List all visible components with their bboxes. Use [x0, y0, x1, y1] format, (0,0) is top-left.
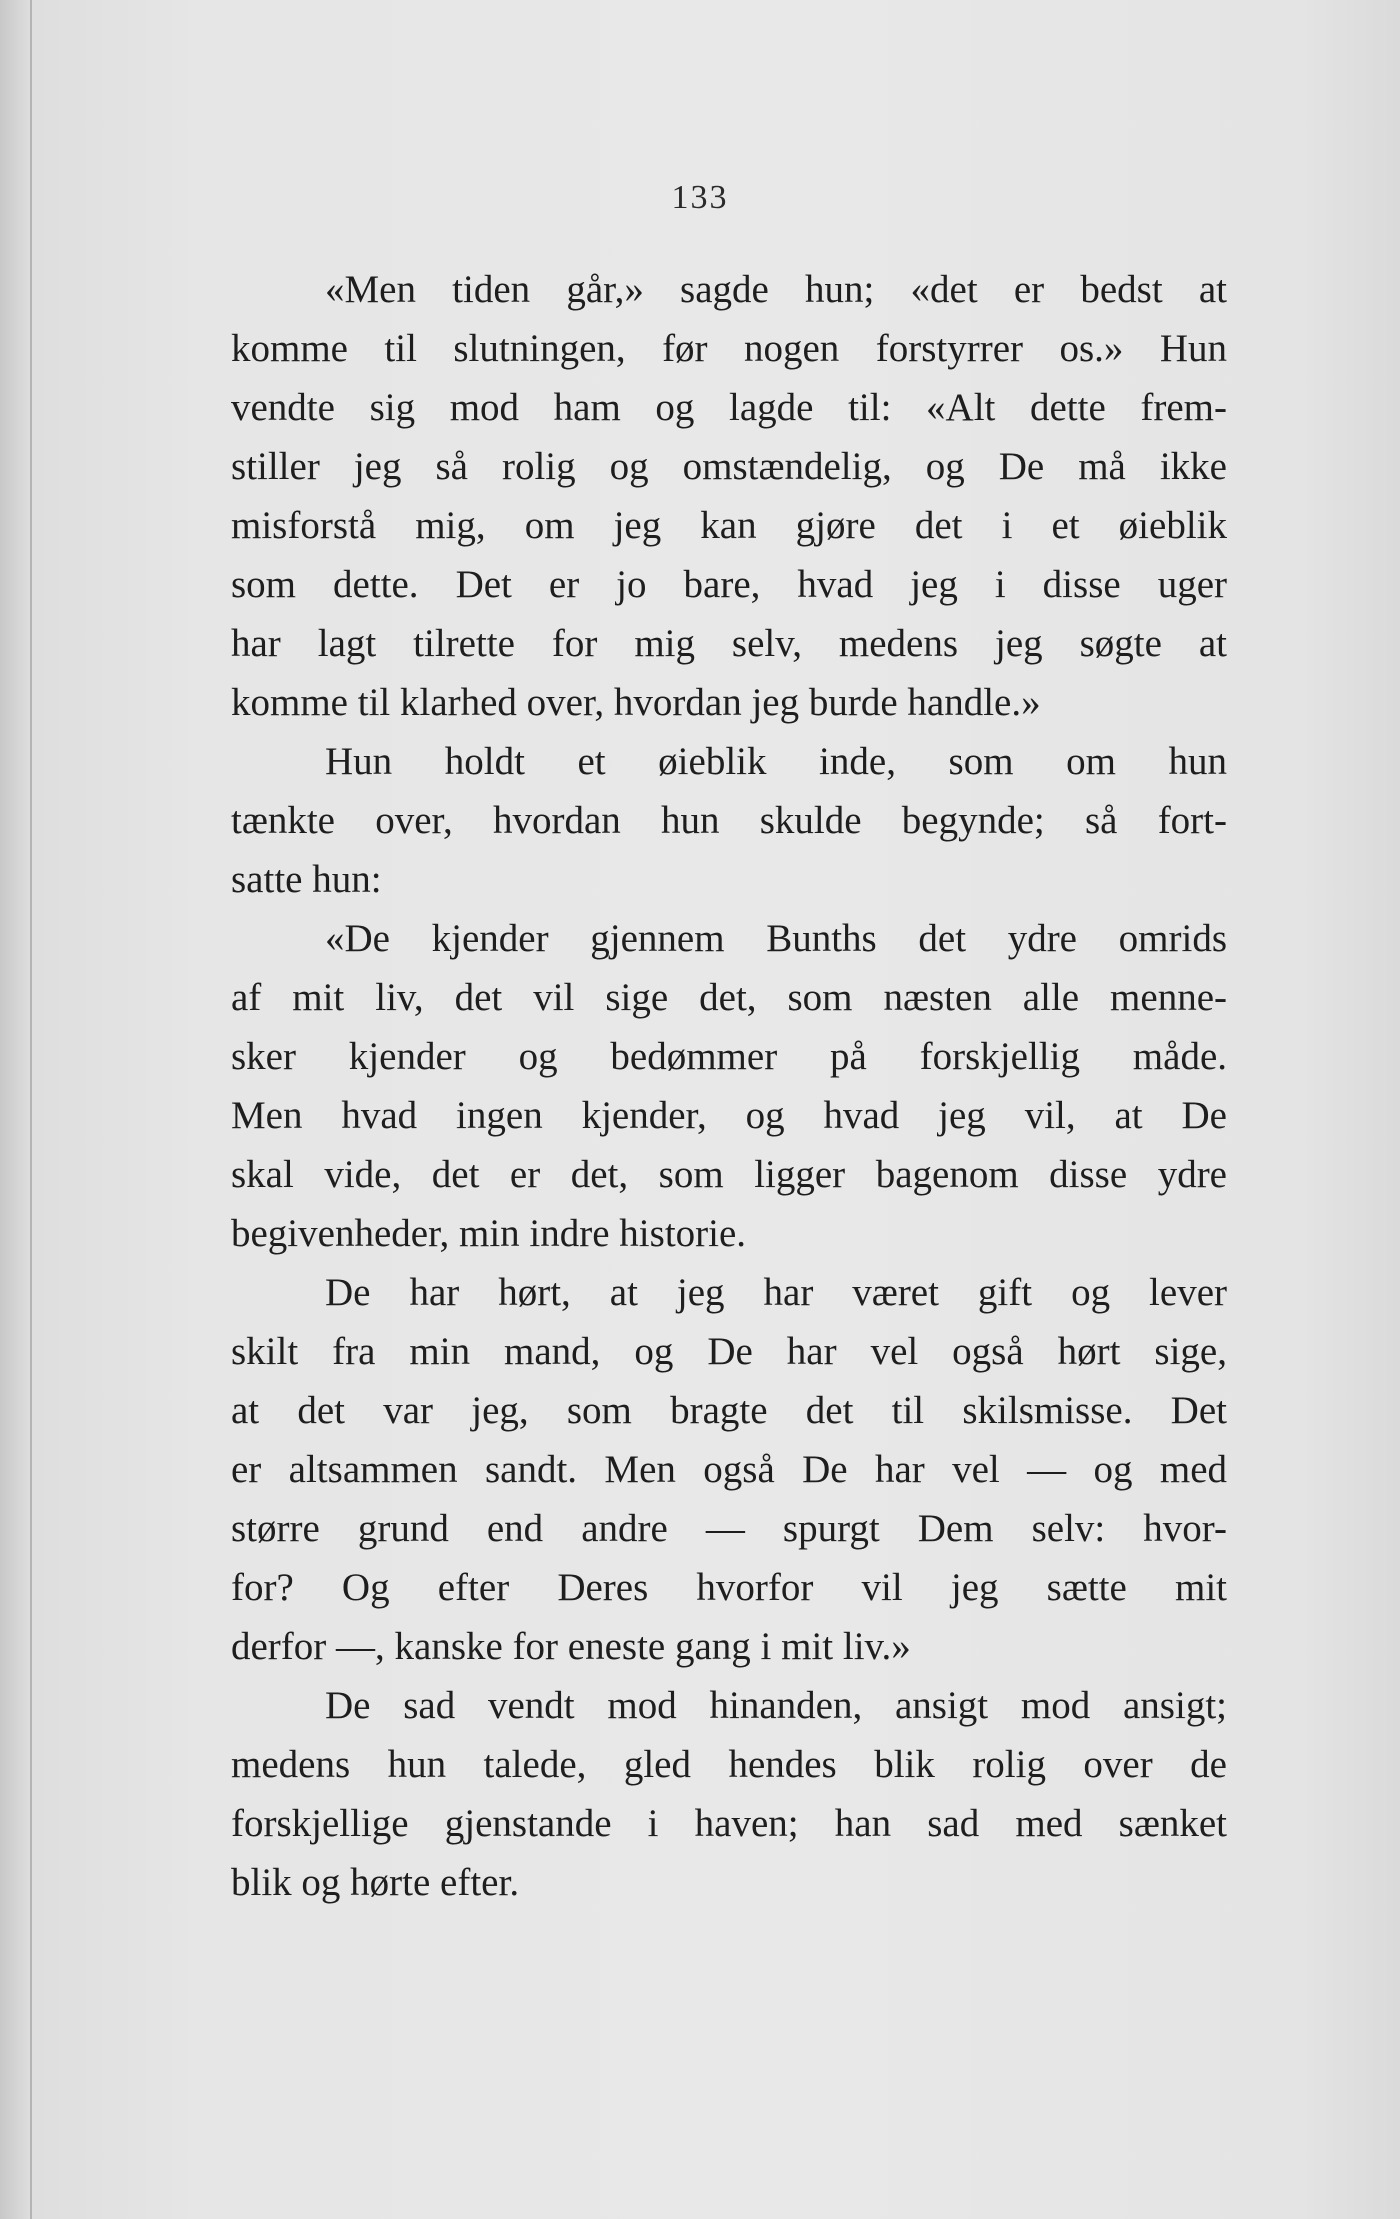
- text-line: er altsammen sandt. Men også De har vel — og med: [231, 1448, 1227, 1491]
- text-line: har lagt tilrette for mig selv, medens jeg søgte at: [231, 622, 1227, 665]
- text-line: komme til slutningen, før nogen forstyrrer os.» Hun: [231, 327, 1227, 370]
- text-line: vendte sig mod ham og lagde til: «Alt dette frem-: [231, 386, 1227, 429]
- text-line: De sad vendt mod hinanden, ansigt mod ansigt;: [325, 1684, 1227, 1727]
- text-line: sker kjender og bedømmer på forskjellig måde.: [231, 1035, 1227, 1078]
- text-line: af mit liv, det vil sige det, som næsten alle menne-: [231, 976, 1227, 1019]
- text-line: misforstå mig, om jeg kan gjøre det i et øieblik: [231, 504, 1227, 547]
- text-line: begivenheder, min indre historie.: [231, 1212, 747, 1255]
- text-line: større grund end andre — spurgt Dem selv: hvor-: [231, 1507, 1227, 1550]
- text-line: Men hvad ingen kjender, og hvad jeg vil, at De: [231, 1094, 1227, 1137]
- text-line: Hun holdt et øieblik inde, som om hun: [325, 740, 1227, 783]
- text-line: for? Og efter Deres hvorfor vil jeg sætte mit: [231, 1566, 1227, 1609]
- text-line: medens hun talede, gled hendes blik rolig over de: [231, 1743, 1227, 1786]
- page-number: 133: [671, 179, 729, 216]
- text-line: tænkte over, hvordan hun skulde begynde; så fort-: [231, 799, 1227, 842]
- text-line: blik og hørte efter.: [231, 1861, 520, 1904]
- page-spine-edge: [30, 0, 32, 2219]
- text-line: skilt fra min mand, og De har vel også hørt sige,: [231, 1330, 1227, 1373]
- text-line: at det var jeg, som bragte det til skilsmisse. Det: [231, 1389, 1227, 1432]
- text-line: satte hun:: [231, 858, 382, 901]
- text-line: som dette. Det er jo bare, hvad jeg i disse uger: [231, 563, 1227, 606]
- text-line: komme til klarhed over, hvordan jeg burde handle.»: [231, 681, 1041, 724]
- text-line: derfor —, kanske for eneste gang i mit liv.»: [231, 1625, 911, 1668]
- text-line: «De kjender gjennem Bunths det ydre omrids: [325, 917, 1227, 960]
- text-line: stiller jeg så rolig og omstændelig, og De må ikke: [231, 445, 1227, 488]
- text-line: «Men tiden går,» sagde hun; «det er bedst at: [325, 268, 1227, 311]
- text-line: De har hørt, at jeg har været gift og lever: [325, 1271, 1227, 1314]
- text-line: forskjellige gjenstande i haven; han sad med sænket: [231, 1802, 1227, 1845]
- text-line: skal vide, det er det, som ligger bagenom disse ydre: [231, 1153, 1227, 1196]
- body-text: [231, 260, 1227, 1912]
